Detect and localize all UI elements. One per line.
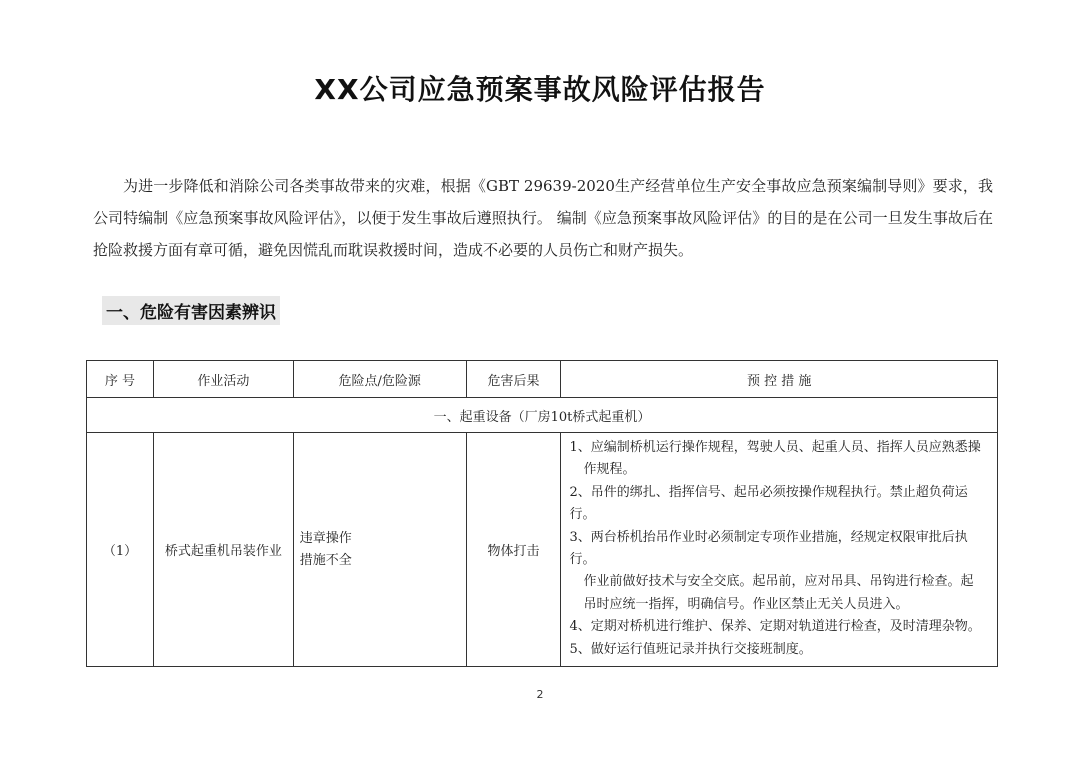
header-activity: 作业活动 — [153, 361, 293, 398]
measure-line: 3、两台桥机抬吊作业时必须制定专项作业措施，经规定权限审批后执行。 — [569, 529, 968, 568]
header-consequence: 危害后果 — [466, 361, 561, 398]
category-row — [87, 398, 998, 433]
measure-line: 作规程。 — [583, 462, 636, 478]
section-heading: 一、危险有害因素辨识 — [102, 296, 280, 325]
header-measures: 预 控 措 施 — [561, 361, 998, 398]
measure-line: 1、应编制桥机运行操作规程，驾驶人员、起重人员、指挥人员应熟悉操 — [569, 440, 981, 455]
measure-line: 5、做好运行值班记录并执行交接班制度。 — [569, 641, 812, 657]
header-no: 序 号 — [87, 361, 154, 398]
cell-measures — [561, 433, 998, 667]
intro-paragraph: 为进一步降低和消除公司各类事故带来的灾难，根据《GBT 29639-2020生产经营单位生产安全事故应急预案编制导则》要求，我公司特编制《应急预案事故风险评估》，以便于发生事故后遵照执行。 编制《应急预案事故风险评估》的目的是在公司一旦发生事故后在抢险救援方面有章可循，避免因慌乱而耽误救援时间，造成不必要的人员伤亡和财产损失。 — [93, 177, 993, 259]
hazard-item: 违章操作 — [299, 530, 352, 546]
page-number: 2 — [536, 688, 544, 701]
measure-line: 2、吊件的绑扎、指挥信号、起吊必须按操作规程执行。禁止超负荷运行。 — [569, 484, 968, 523]
hazard-table — [86, 360, 998, 667]
cell-consequence: 物体打击 — [466, 433, 561, 667]
measure-line: 作业前做好技术与安全交底。起吊前，应对吊具、吊钩进行检查。起 — [583, 574, 974, 590]
hazard-item: 措施不全 — [299, 552, 352, 568]
header-hazard: 危险点/危险源 — [293, 361, 466, 398]
table-header-row — [87, 361, 998, 398]
measure-line: 吊时应统一指挥，明确信号。作业区禁止无关人员进入。 — [583, 596, 909, 612]
cell-activity: 桥式起重机吊装作业 — [153, 433, 293, 667]
cell-no: （1） — [87, 433, 154, 667]
document-title: XX公司应急预案事故风险评估报告 — [314, 73, 766, 106]
table-row — [87, 433, 998, 667]
category-label: 一、起重设备（厂房10t桥式起重机） — [87, 398, 998, 433]
cell-hazards — [293, 433, 466, 667]
measure-line: 4、定期对桥机进行维护、保养、定期对轨道进行检查，及时清理杂物。 — [569, 619, 981, 635]
